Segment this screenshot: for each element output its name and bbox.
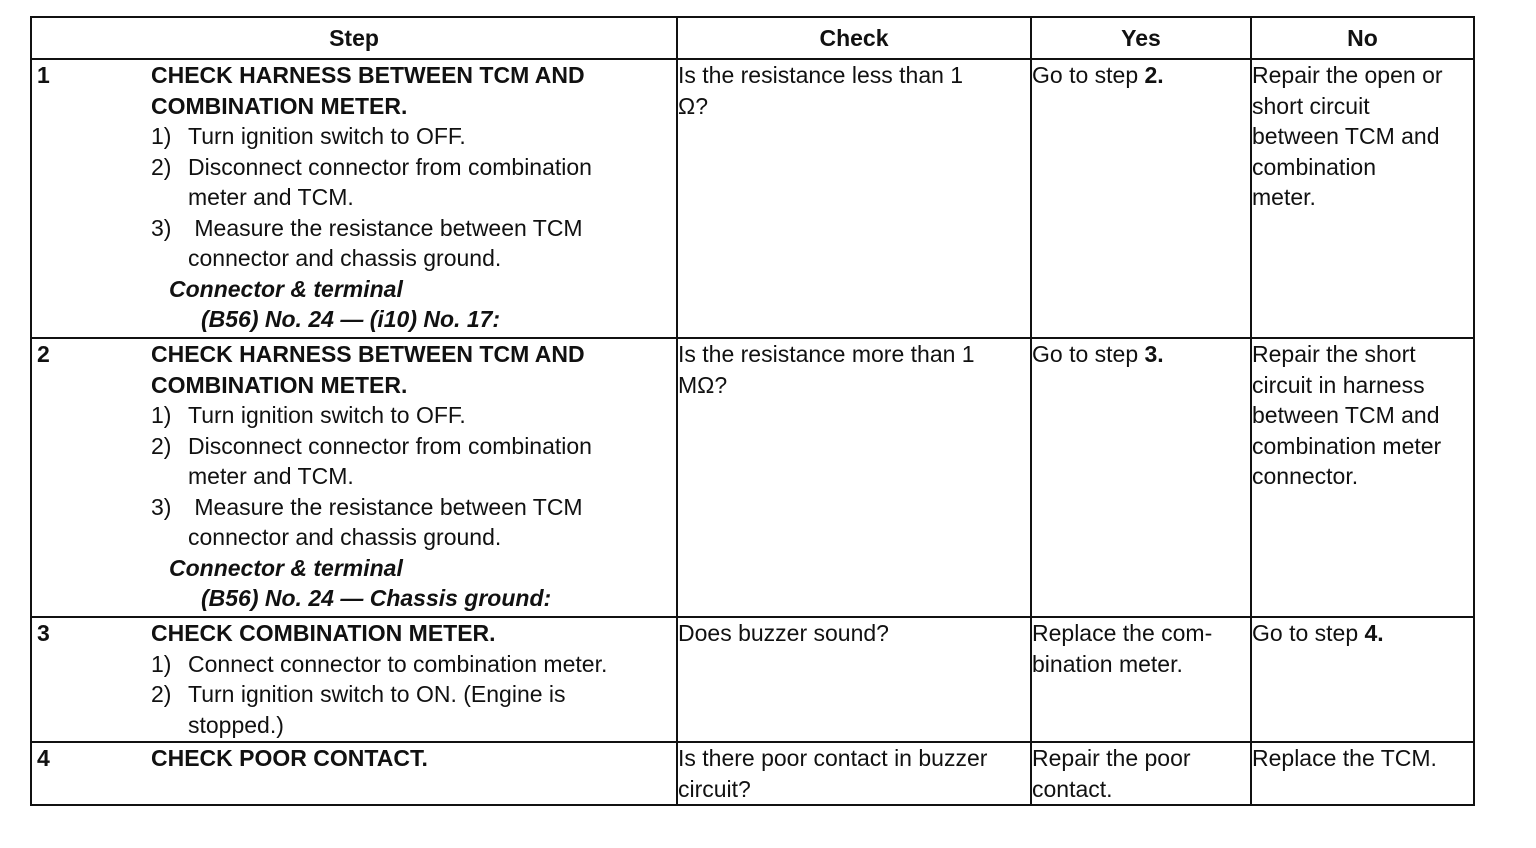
- no-cell: [1251, 338, 1474, 617]
- step-title: CHECK HARNESS BETWEEN TCM AND: [151, 62, 585, 88]
- step-cell: [31, 338, 677, 617]
- no-text: connector.: [1252, 463, 1359, 489]
- no-text: circuit in harness: [1252, 371, 1425, 398]
- step-substep: [151, 213, 676, 274]
- no-text: Repair the short: [1252, 341, 1416, 367]
- check-text: MΩ?: [678, 371, 728, 398]
- substep-number: 2): [151, 432, 172, 459]
- table-row: [31, 742, 1474, 805]
- step-title: COMBINATION METER.: [151, 92, 408, 119]
- substep-text: connector and chassis ground.: [188, 245, 502, 271]
- substep-text: stopped.): [188, 711, 284, 738]
- yes-cell: [1031, 338, 1251, 617]
- check-cell: [677, 617, 1031, 742]
- substep-text: Turn ignition switch to OFF.: [188, 402, 466, 428]
- no-text: between TCM and: [1252, 123, 1440, 149]
- yes-cell: [1031, 742, 1251, 805]
- substep-text: Disconnect connector from combination: [188, 432, 592, 459]
- yes-cell: [1031, 617, 1251, 742]
- substep-text: Disconnect connector from combination: [188, 153, 592, 180]
- yes-text: Repair the poor: [1032, 745, 1191, 771]
- header-check: Check: [677, 17, 1031, 59]
- yes-cell: [1031, 59, 1251, 338]
- check-text: Is the resistance more than 1: [678, 341, 975, 367]
- check-text: circuit?: [678, 775, 751, 802]
- no-text: combination meter: [1252, 432, 1442, 459]
- step-cell: [31, 59, 677, 338]
- step-cell: [31, 742, 677, 805]
- substep-number: 1): [151, 123, 172, 149]
- substep-text: Measure the resistance between TCM: [188, 493, 583, 520]
- connector-value: (B56) No. 24 — (i10) No. 17:: [201, 306, 501, 332]
- substep-number: 1): [151, 402, 172, 428]
- check-cell: [677, 338, 1031, 617]
- yes-text: Replace the com-: [1032, 620, 1213, 646]
- step-title: CHECK COMBINATION METER.: [151, 620, 496, 646]
- check-cell: [677, 742, 1031, 805]
- step-title: CHECK POOR CONTACT.: [151, 745, 428, 771]
- step-substep: [151, 400, 676, 431]
- step-substep: [151, 679, 676, 740]
- connector-label: Connector & terminal: [169, 554, 403, 581]
- header-yes: Yes: [1031, 17, 1251, 59]
- table-row: [31, 59, 1474, 338]
- no-cell: [1251, 59, 1474, 338]
- yes-text: contact.: [1032, 775, 1113, 802]
- substep-text: Turn ignition switch to ON. (Engine is: [188, 681, 566, 707]
- step-substep: [151, 492, 676, 553]
- no-cell: [1251, 742, 1474, 805]
- substep-number: 3): [151, 493, 172, 520]
- yes-text: bination meter.: [1032, 650, 1183, 677]
- step-number: 3: [37, 620, 50, 646]
- check-text: Is there poor contact in buzzer: [678, 745, 988, 771]
- substep-number: 1): [151, 650, 172, 677]
- header-step: Step: [31, 17, 677, 59]
- no-text: Replace the TCM.: [1252, 745, 1437, 771]
- check-cell: [677, 59, 1031, 338]
- substep-number: 2): [151, 153, 172, 180]
- no-text: Repair the open or: [1252, 62, 1443, 88]
- no-step-ref: 4.: [1364, 620, 1384, 646]
- table-row: [31, 338, 1474, 617]
- header-no: No: [1251, 17, 1474, 59]
- substep-number: 3): [151, 214, 172, 241]
- substep-text: Turn ignition switch to OFF.: [188, 123, 466, 149]
- connector-value: (B56) No. 24 — Chassis ground:: [201, 585, 552, 611]
- step-title: COMBINATION METER.: [151, 371, 408, 398]
- step-substep: [151, 649, 676, 680]
- check-text: Does buzzer sound?: [678, 620, 889, 646]
- substep-number: 2): [151, 681, 172, 707]
- substep-text: meter and TCM.: [188, 184, 354, 210]
- no-text: Go to step: [1252, 620, 1365, 646]
- step-number: 1: [37, 62, 50, 88]
- yes-step-ref: 3.: [1144, 341, 1164, 367]
- no-text: short circuit: [1252, 92, 1370, 119]
- substep-text: Connect connector to combination meter.: [188, 650, 608, 677]
- header-row: [31, 17, 1474, 59]
- step-cell: [31, 617, 677, 742]
- check-text: Ω?: [678, 92, 708, 119]
- yes-text: Go to step: [1032, 341, 1145, 367]
- step-substep: [151, 431, 676, 492]
- yes-text: Go to step: [1032, 62, 1145, 88]
- table-row: [31, 617, 1474, 742]
- step-title: CHECK HARNESS BETWEEN TCM AND: [151, 341, 585, 367]
- step-number: 2: [37, 341, 50, 367]
- step-substep: [151, 121, 676, 152]
- substep-text: meter and TCM.: [188, 463, 354, 489]
- check-text: Is the resistance less than 1: [678, 62, 964, 88]
- no-cell: [1251, 617, 1474, 742]
- no-text: between TCM and: [1252, 402, 1440, 428]
- diagnostic-table: [30, 16, 1475, 806]
- no-text: combination: [1252, 153, 1377, 180]
- step-substep: [151, 152, 676, 213]
- connector-label: Connector & terminal: [169, 275, 403, 302]
- substep-text: Measure the resistance between TCM: [188, 214, 583, 241]
- step-number: 4: [37, 745, 50, 771]
- substep-text: connector and chassis ground.: [188, 524, 502, 550]
- yes-step-ref: 2.: [1144, 62, 1164, 88]
- no-text: meter.: [1252, 184, 1316, 210]
